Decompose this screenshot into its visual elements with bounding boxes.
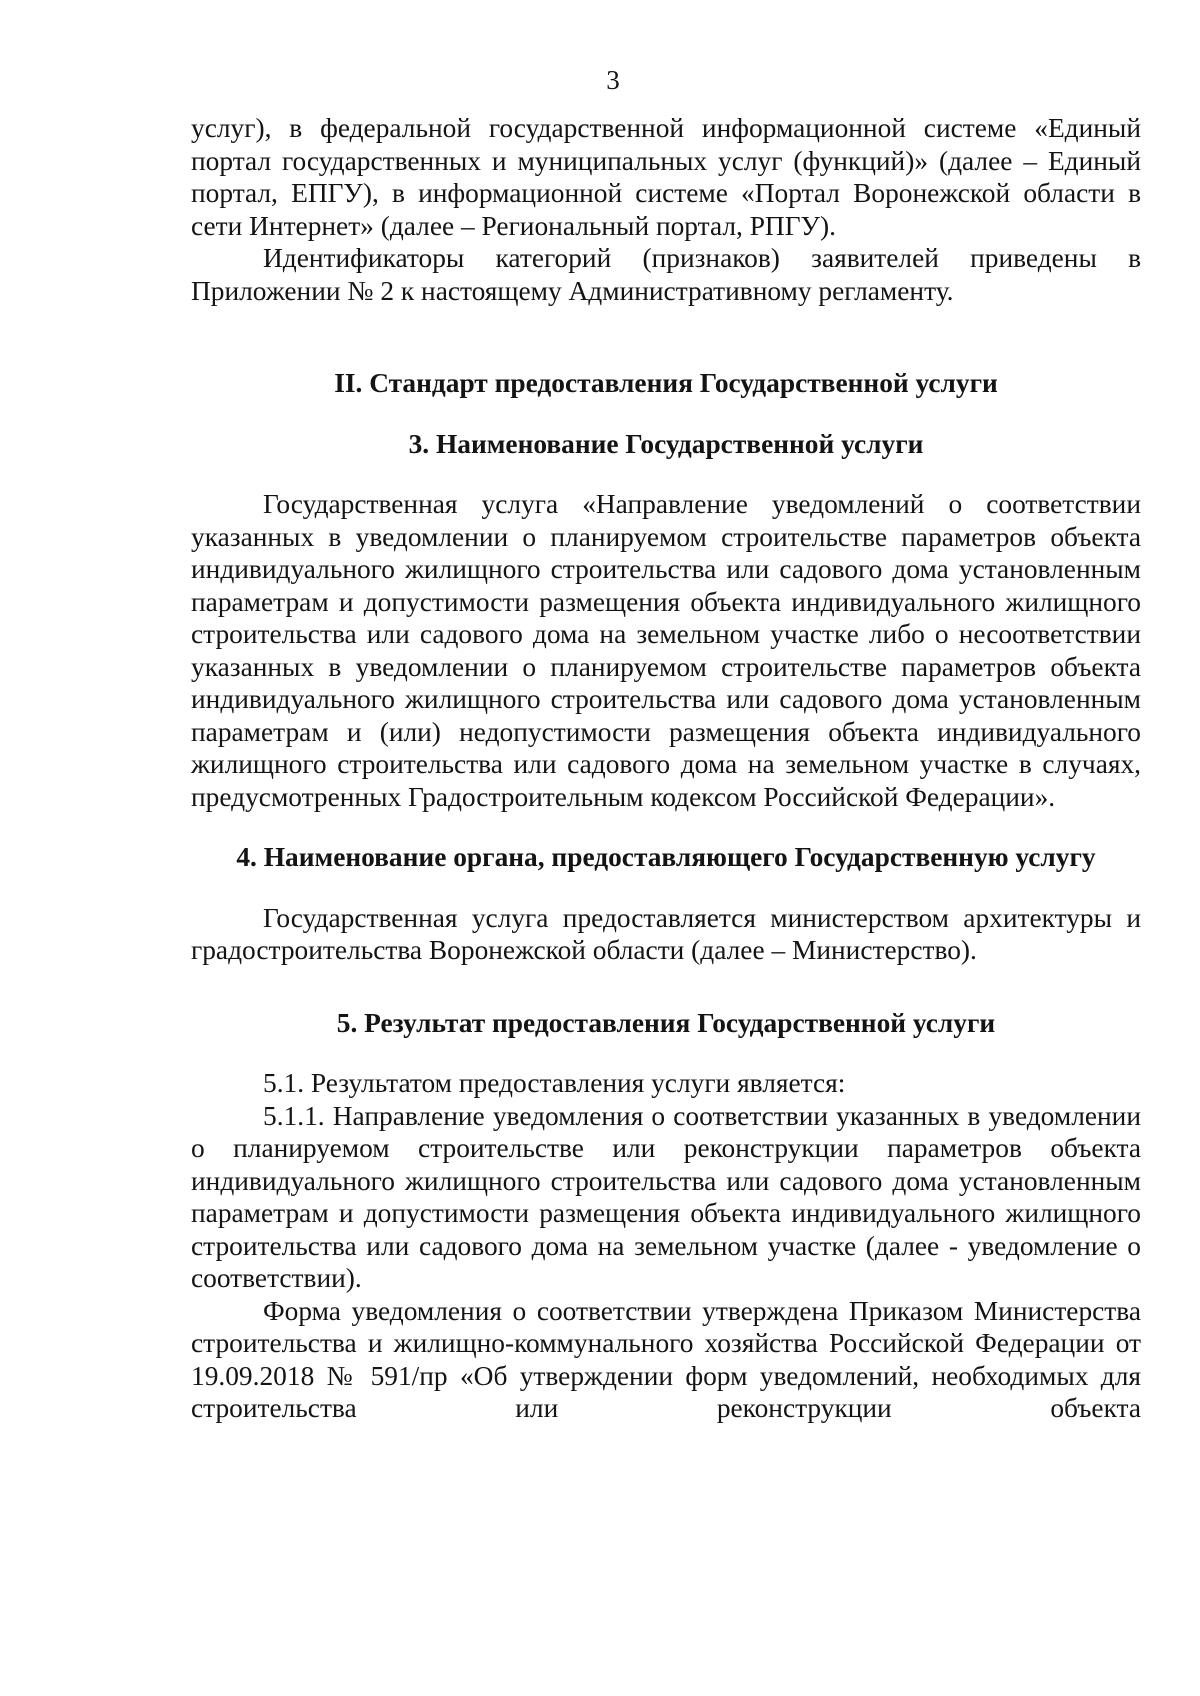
section-5-paragraph-1: 5.1. Результатом предоставления услуги является: [263,1068,846,1098]
section-4-paragraph-1: Государственная услуга предоставляется министерством архитектуры и градостроительства Воронежской области (далее – Министерство). [191,902,1141,965]
section-5-paragraph-2: 5.1.1. Направление уведомления о соответствии указанных в уведомлении о планируемом строительстве или реконструкции параметров объекта индивидуального жилищного строительства или садового дома установленным параметрам и допустимости размещения объекта индивидуального жилищного строительства или садового дома на земельном участке (далее - уведомление о соответствии). [191,1100,1141,1293]
page-number: 3 [606,65,620,95]
section-5-paragraph-3: Форма уведомления о соответствии утверждена Приказом Министерства строительства и жилищно-коммунального хозяйства Российской Федерации от 19.09.2018 № 591/пр «Об утверждении форм уведомлений, необходимых для строительства или реконструкции объекта [191,1295,1141,1423]
section-ii-heading: II. Стандарт предоставления Государственной услуги [334,368,998,398]
section-3-paragraph-1: Государственная услуга «Направление уведомлений о соответствии указанных в уведомлении о планируемом строительстве параметров объекта индивидуального жилищного строительства или садового дома установленным параметрам и допустимости размещения объекта индивидуального жилищного строительства или садового дома на земельном участке либо о несоответствии указанных в уведомлении о планируемом строительстве параметров объекта индивидуального жилищного строительства или садового дома установленным параметрам и (или) недопустимости размещения объекта индивидуального жилищного строительства или садового дома на земельном участке в случаях, предусмотренных Градостроительным кодексом Российской Федерации». [191,489,1141,812]
intro-paragraph-2: Идентификаторы категорий (признаков) заявителей приведены в Приложении № 2 к настоящему Административному регламенту. [191,243,1141,306]
document-body [191,112,1141,1425]
section-5-heading: 5. Результат предоставления Государственной услуги [336,1007,996,1038]
intro-paragraph-1: услуг), в федеральной государственной информационной системе «Единый портал государственных и муниципальных услуг (функций)» (далее – Единый портал, ЕПГУ), в информационной системе «Портал Воронежской области в сети Интернет» (далее – Региональный портал, РПГУ). [191,113,1141,241]
section-3-heading: 3. Наименование Государственной услуги [408,428,924,459]
section-4-heading: 4. Наименование органа, предоставляющего Государственную услугу [236,842,1096,872]
